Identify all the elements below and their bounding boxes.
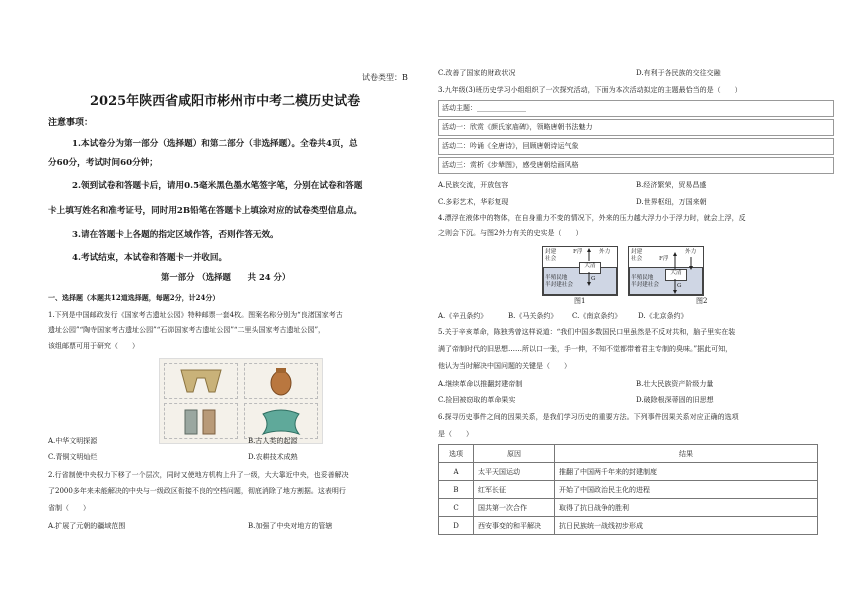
fig1-caption: 图1 (574, 297, 586, 305)
notice-item: 分60分，考试时间60分钟； (48, 158, 158, 168)
fig1-society-label: 封建 (545, 249, 557, 255)
fig2-bottom-label: 半殖民地 (631, 275, 654, 281)
page-title: 2025年陕西省咸阳市彬州市中考二模历史试卷 (90, 94, 361, 109)
table-cell-cause: 西安事变的和平解决 (474, 517, 555, 535)
part1-title: 第一部分 （选择题 共 24 分） (161, 272, 291, 282)
table-cell-result: 取得了抗日战争的胜利 (555, 499, 818, 517)
fig1-society-label: 社会 (545, 256, 557, 262)
q2-option-b[interactable]: B.加强了中央对地方的管辖 (248, 522, 333, 530)
stone-carving-icon (165, 404, 237, 438)
q3-option-c[interactable]: C.多彩艺术，华彩复现 (438, 198, 509, 206)
q2-stem: 省制（ ） (48, 504, 90, 512)
stamps-image (159, 358, 323, 444)
table-header-cell: 原因 (474, 445, 555, 463)
q5-option-a[interactable]: A.继续革命以推翻封建帝制 (438, 380, 523, 388)
table-cell-option: B (439, 481, 474, 499)
q4-stem: 4.漂浮在液体中的物体，在自身重力不变的情况下，外来的压力越大浮力小于浮力时，就会上浮，反 (438, 214, 746, 222)
q4-option-b[interactable]: B.《马关条约》 (508, 312, 558, 320)
stamp-jade (164, 363, 238, 399)
paper-type: 试卷类型：B (362, 73, 408, 82)
turquoise-dragon-icon (245, 404, 317, 438)
q5-option-c[interactable]: C.捡回被窃取的革命果实 (438, 396, 516, 404)
q1-option-a[interactable]: A.中华文明探源 (48, 437, 98, 445)
stamp-carving (164, 403, 238, 439)
fig1-bottom-label: 半封建社会 (545, 282, 573, 288)
table-cell-option: D (439, 517, 474, 535)
jade-artifact-icon (165, 364, 237, 398)
table-cell-option: A (439, 463, 474, 481)
fig1-block: 大清 (579, 262, 601, 274)
q3-option-d[interactable]: D.世界枢纽，万国来朝 (636, 198, 707, 206)
q5-stem: 他认为当时解决中国问题的关键是（ ） (438, 362, 571, 370)
q3-stem: 3.九年级(3)班历史学习小组组织了一次探究活动，下面为本次活动拟定的主题最恰当的是（ ） (438, 86, 742, 94)
fig1-force-up: F浮 (573, 249, 583, 255)
fig2-arrows (629, 247, 703, 295)
fig2-external-force: 外力 (685, 249, 697, 255)
fig1-bottom-label: 半殖民地 (545, 275, 568, 281)
q2-stem: 2.行省制使中央权力下移了一个层次，同时又使地方机构上升了一级，大大靠近中央，也妥善解决 (48, 471, 349, 479)
fig2-caption: 图2 (696, 297, 708, 305)
table-cell-result: 抗日民族统一战线初步形成 (555, 517, 818, 535)
table-cell-option: C (439, 499, 474, 517)
table-cell-cause: 国共第一次合作 (474, 499, 555, 517)
notice-item: 4.考试结束，本试卷和答题卡一并收回。 (72, 253, 228, 263)
q1-stem: 1.下列是中国邮政发行《国家考古遗址公园》特种邮票一套4枚。图案名称分别为“良渚国家考古 (48, 311, 343, 319)
q4-option-d[interactable]: D.《北京条约》 (638, 312, 688, 320)
q3-activity-row: 活动三：赏析《步辇图》，感受唐朝绘画风格 (438, 157, 834, 174)
q2-stem: 了2000多年来未能解决的中央与一级政区衔接不良的空档问题，彻底消除了地方割据。这表明行 (48, 487, 346, 495)
q4-option-a[interactable]: A.《辛丑条约》 (438, 312, 488, 320)
fig1-external-force: 外力 (599, 249, 611, 255)
q5-option-b[interactable]: B.壮大民族资产阶级力量 (636, 380, 714, 388)
table-header-cell: 结果 (555, 445, 818, 463)
q1-option-c[interactable]: C.青铜文明灿烂 (48, 453, 98, 461)
table-header-row (439, 445, 818, 463)
fig2-society-label: 社会 (631, 256, 643, 262)
q2-option-d[interactable]: D.有利于各民族的交往交融 (636, 69, 721, 77)
table-cell-cause: 红军长征 (474, 481, 555, 499)
table-row[interactable] (439, 499, 818, 517)
q4-stem: 之则会下沉。与图2外力有关的史实是（ ） (438, 229, 583, 237)
table-row[interactable] (439, 463, 818, 481)
table-cell-result: 开始了中国政治民主化的进程 (555, 481, 818, 499)
q3-activity-row: 活动一：欣赏《颜氏家庙碑》，领略唐朝书法魅力 (438, 119, 834, 136)
fig2-bottom-label: 半封建社会 (631, 282, 659, 288)
q3-option-b[interactable]: B.经济繁荣，贸易昌盛 (636, 181, 707, 189)
q1-stem: 该组邮票可用于研究（ ） (48, 342, 139, 350)
fig2-society-label: 封建 (631, 249, 643, 255)
q6-stem: 6.探寻历史事件之间的因果关系，是我们学习历史的重要方法。下列事件因果关系对应正确的选项 (438, 413, 739, 421)
q5-stem: 5.关于辛亥革命，陈独秀曾这样说道：“我们中国多数国民口里虽然是不反对共和，脑子里实在装 (438, 328, 736, 336)
table-cell-cause: 太平天国运动 (474, 463, 555, 481)
q1-option-d[interactable]: D.农耕技术成熟 (248, 453, 298, 461)
q1-stem: 遗址公园”“陶寺国家考古遗址公园”“石峁国家考古遗址公园”“二里头国家考古遗址公园”， (48, 326, 326, 334)
q1-option-b[interactable]: B.古人类的起源 (248, 437, 298, 445)
notice-item: 2.领到试卷和答题卡后，请用0.5毫米黑色墨水笔签字笔，分别在试卷和答题 (72, 181, 363, 191)
q3-option-a[interactable]: A.民族交流，开放包容 (438, 181, 509, 189)
pottery-jar-icon (245, 364, 317, 398)
section-heading: 一、选择题（本题共12道选择题，每题2分，计24分） (48, 293, 220, 302)
q3-activity-row: 活动二：吟诵《全唐诗》，回顾唐朝诗运气象 (438, 138, 834, 155)
q3-activity-theme: 活动主题：______________ (438, 100, 834, 117)
q2-option-a[interactable]: A.扩展了元朝的疆域范围 (48, 522, 126, 530)
table-header-cell: 选项 (439, 445, 474, 463)
notice-item: 1.本试卷分为第一部分（选择题）和第二部分（非选择题）。全卷共4页，总 (72, 139, 358, 149)
q5-stem: 满了帝制时代的旧思想……所以口一张，手一伸，不知不觉都带着君主专制的臭味。”据此可知， (438, 345, 733, 353)
fig2-force-up: F浮 (659, 256, 669, 262)
q5-option-d[interactable]: D.破除根深蒂固的旧思想 (636, 396, 714, 404)
table-cell-result: 推翻了中国两千年来的封建制度 (555, 463, 818, 481)
fig2-block: 大清 (665, 269, 687, 281)
fig1-gravity: G (591, 276, 596, 282)
notice-item: 卡上填写姓名和准考证号，同时用2B铅笔在答题卡上填涂对应的试卷类型信息点。 (48, 206, 363, 216)
stamp-turquoise (244, 403, 318, 439)
q6-table (438, 444, 818, 535)
table-row[interactable] (439, 481, 818, 499)
figure-1 (542, 246, 618, 296)
fig1-arrows (543, 247, 617, 295)
notice-heading: 注意事项： (48, 118, 94, 128)
q6-stem: 是（ ） (438, 430, 473, 438)
stamp-pottery (244, 363, 318, 399)
figure-2 (628, 246, 704, 296)
table-row[interactable] (439, 517, 818, 535)
fig2-gravity: G (677, 283, 682, 289)
notice-item: 3.请在答题卡上各题的指定区域作答，否则作答无效。 (72, 230, 279, 240)
q4-option-c[interactable]: C.《南京条约》 (572, 312, 622, 320)
q2-option-c[interactable]: C.改善了国家的财政状况 (438, 69, 516, 77)
